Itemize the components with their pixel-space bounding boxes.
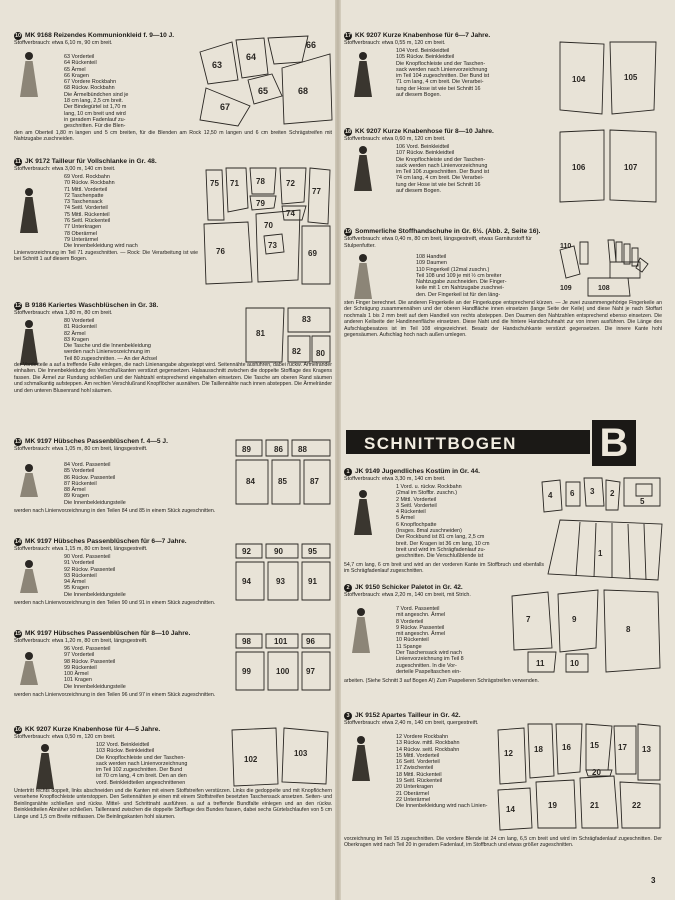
entry-number: 13 bbox=[14, 439, 22, 445]
entry-14 bbox=[14, 538, 334, 620]
parts-list: 63 Vorderteil 64 Rückenteil 65 Ärmel 66 Kragen 67 Vordere Rockbahn 68 Rückw. Rockbahn Die Ärmelbündchen sind je 18 cm lang, 2,5 cm breit. Der Bindegürtel ist 1,70 m lang, 10 cm breit und wird in geradem Fadenlauf zu- geschnitten. Für die Blen- bbox=[64, 54, 129, 130]
pattern-layout-3 bbox=[494, 720, 664, 832]
parts-list: 102 Vord. Beinkleidteil 103 Rückw. Beinkleidteil Die Knopflochleiste und der Taschen- sack werden nach Linienvorzeichnung im Teil 102 zugeschnitten. Der Bund ist 70 cm lang, 4 cm breit. Den an den vord. Beinkleidteilen angeschnittenen bbox=[96, 742, 188, 786]
parts-list: 106 Vord. Beinkleidteil 107 Rückw. Beinkleidteil Die Knopflochleiste und der Taschen- sack werden nach Linienvorzeichnung im Teil 106 zugeschnitten. Der Bund ist 74 cm lang, 4 cm breit. Die Verarbei- tung der Hose ist wie bei Schnitt 16 auf diesem Bogen. bbox=[396, 144, 490, 195]
entry-heading: MK 9168 Reizendes Kommunionkleid f. 9—10 J. bbox=[25, 32, 175, 39]
piece-label: 87 bbox=[310, 477, 319, 486]
model-figure bbox=[16, 188, 42, 236]
piece-label: 81 bbox=[256, 329, 265, 338]
piece-label: 71 bbox=[230, 179, 239, 188]
parts-list: 104 Vord. Beinkleidteil 105 Rückw. Beinkleidteil Die Knopflochleiste und der Taschen- sack werden nach Linienvorzeichnung im Teil 104 zugeschnitten. Der Bund ist 71 cm lang, 4 cm breit. Die Verarbei- tung der Hose ist wie bei Schnitt 16 auf diesem Bogen. bbox=[396, 48, 490, 99]
fabric-consumption: Stoffverbrauch: etwa 3,30 m, 140 cm breit. bbox=[344, 476, 446, 482]
entry-heading: Sommerliche Stoffhandschuhe in Gr. 6½. (Abb. 2, Seite 16). bbox=[355, 228, 541, 235]
piece-label: 14 bbox=[506, 805, 515, 814]
model-figure bbox=[16, 560, 42, 596]
piece-label: 19 bbox=[548, 801, 557, 810]
piece-label: 75 bbox=[210, 179, 219, 188]
piece-label: 5 bbox=[640, 497, 645, 506]
piece-label: 21 bbox=[590, 801, 599, 810]
entry-12 bbox=[14, 302, 334, 432]
piece-label: 6 bbox=[570, 489, 575, 498]
piece-label: 91 bbox=[308, 577, 317, 586]
piece-label: 89 bbox=[242, 445, 251, 454]
piece-label: 9 bbox=[572, 615, 577, 624]
entry-description: arbeiten. (Siehe Schnitt 3 auf Bogen A!) Zum Paspelieren Schrägstreifen verwenden. bbox=[344, 678, 539, 684]
entry-2 bbox=[344, 584, 664, 684]
entry-heading: B 9186 Kariertes Waschblüschen in Gr. 38. bbox=[25, 302, 159, 309]
piece-label: 22 bbox=[632, 801, 641, 810]
model-figure bbox=[350, 52, 376, 100]
piece-label: 78 bbox=[256, 177, 265, 186]
entry-number: 15 bbox=[14, 631, 22, 637]
entry-15 bbox=[14, 630, 334, 716]
piece-label: 90 bbox=[274, 547, 283, 556]
entry-19 bbox=[344, 228, 664, 418]
model-figure bbox=[16, 320, 42, 368]
parts-list: 84 Vord. Passenteil 85 Vorderteil 86 Rückw. Passenteil 87 Rückenteil 88 Ärmel 89 Kragen Die Innenbekleidungsteile bbox=[64, 462, 126, 506]
fabric-consumption: Stoffverbrauch: etwa 1,15 m, 80 cm breit, längsgestreift. bbox=[14, 546, 148, 552]
piece-label: 107 bbox=[624, 163, 638, 172]
entry-heading: MK 9197 Hübsches Passenblüschen für 8—10 Jahre. bbox=[25, 630, 191, 637]
piece-label: 109 bbox=[560, 285, 572, 292]
entry-number: 2 bbox=[344, 584, 352, 592]
piece-label: 86 bbox=[274, 445, 283, 454]
piece-label: 3 bbox=[590, 487, 595, 496]
piece-label: 93 bbox=[276, 577, 285, 586]
entry-heading: KK 9207 Kurze Knabenhose für 4—5 Jahre. bbox=[25, 726, 161, 733]
entry-17 bbox=[344, 32, 664, 122]
entry-heading: MK 9197 Hübsches Passenblüschen f. 4—5 J. bbox=[25, 438, 168, 445]
entry-3 bbox=[344, 712, 664, 868]
entry-description: Linienvorzeichnung im Teil 71 zugeschnitten. — Rock: Die Verarbeitung ist wie bei Schnitt 1 auf diesem Bogen. bbox=[14, 250, 198, 263]
fabric-consumption: Stoffverbrauch: etwa 3,00 m, 140 cm breit. bbox=[14, 166, 116, 172]
entry-description: 54,7 cm lang, 6 cm breit und wird an der vorderen Kante im Stoffbruch und ebenfalls im Schrägfadenlauf zugeschnitten. bbox=[344, 562, 544, 575]
banner-sheet-letter: B bbox=[592, 420, 636, 466]
model-figure bbox=[16, 652, 42, 688]
entry-heading: KK 9207 Kurze Knabenhose für 8—10 Jahre. bbox=[355, 128, 494, 135]
entry-number: 19 bbox=[344, 229, 352, 235]
model-figure bbox=[348, 736, 374, 784]
piece-label: 4 bbox=[548, 491, 553, 500]
piece-label: 70 bbox=[264, 221, 273, 230]
entry-13 bbox=[14, 438, 334, 520]
piece-label: 104 bbox=[572, 75, 586, 84]
pattern-layout-10 bbox=[198, 34, 334, 128]
entry-18 bbox=[344, 128, 664, 208]
entry-number: 1 bbox=[344, 468, 352, 476]
piece-label: 18 bbox=[534, 745, 543, 754]
piece-label: 68 bbox=[298, 86, 309, 96]
pattern-layout-2 bbox=[508, 588, 664, 676]
parts-list: 7 Vord. Passenteil mit angeschn. Ärmel 8 Vorderteil 9 Rückw. Passenteil mit angeschn. Ärmel 10 Rückenteil 11 Spange Der Taschensack wird nach Linienvorzeichnung im Teil 8 zugeschnitten. In die Vor- derteile Paspeltaschen ein- bbox=[396, 606, 464, 675]
entry-description: sten Finger berechnet. Die anderen Fingerkeile an der Fingerkuppe entsprechend kürzen. — Je zwei zusammengehörige Fingerkeile an der Schrägung zusammennähen und der oberen Handfläche innen einsetzen (lange Seite der Keile) und diese Naht je nach Stoffart nochmals 1 bis 2 mm breit auf dem Handteil von rechts absteppen. Den Daumen den Nahtzahlen entsprechend ebenso einsetzen. Die anderen Keilseite der Handinnenfläche einsetzen. Diese Naht und die hintere Handschuhnaht zur von innen ausführen. Die Länge des Aufschlagbesatzes ist im Teil 108 eingezeichnet. Besatz der Handschuhkante verstürzt gegensetzen. Die innere Kante hohl gegensäumen. Aufschlag hoch nach außen umlegen. bbox=[344, 300, 662, 339]
piece-label: 101 bbox=[274, 637, 288, 646]
entry-description: der Vorderteile a auf a treffende Falte einlegen, die nach Linienangabe abgesteppt wird. Seitennähte ausführen, dabei rückw. Ärmelränder einhalten. Die Innenbekleidung des Verschlußkanten verstürzt gegensetzen. Halsausschnitt zwischen die doppelte Stofflage des Kragens fassen. Die Ärmel zur Rundung schließen und der Nahtzahl entsprechend eingehalten einsetzen. Die Tasche am oberen Rand säumen und schmalkantig aufsteppen. Am rechten Verschlußrand Knopflöcher ausnähen. Die Taillennähte nach innen absteppen. Die Ärmelränder und den unteren Blusenrand hohl säumen. bbox=[14, 362, 332, 394]
entry-heading: JK 9152 Apartes Tailleur in Gr. 42. bbox=[355, 712, 461, 719]
piece-label: 69 bbox=[308, 249, 317, 258]
model-figure bbox=[350, 490, 376, 538]
fabric-consumption: Stoffverbrauch: etwa 6,10 m, 90 cm breit. bbox=[14, 40, 113, 46]
entry-description: werden nach Linienvorzeichnung in den Teilen 90 und 91 in einem Stück zugeschnitten. bbox=[14, 600, 216, 606]
piece-label: 82 bbox=[292, 347, 301, 356]
piece-label: 106 bbox=[572, 163, 586, 172]
model-figure bbox=[32, 744, 58, 792]
entry-number: 14 bbox=[14, 539, 22, 545]
piece-label: 2 bbox=[610, 489, 615, 498]
piece-label: 16 bbox=[562, 743, 571, 752]
fabric-consumption: Stoffverbrauch: etwa 0,50 m, 120 cm breit. bbox=[14, 734, 116, 740]
entry-number: 18 bbox=[344, 129, 352, 135]
entry-10 bbox=[14, 32, 334, 144]
fabric-consumption: Stoffverbrauch: etwa 0,55 m, 120 cm breit. bbox=[344, 40, 446, 46]
fabric-consumption: Stoffverbrauch: etwa 1,80 m, 80 cm breit. bbox=[14, 310, 113, 316]
fabric-consumption: Stoffverbrauch: etwa 0,40 m, 80 cm breit, längsgestreift, etwas Garniturstoff für Stulpenfutter. bbox=[344, 236, 532, 249]
piece-label: 95 bbox=[308, 547, 317, 556]
piece-label: 65 bbox=[258, 86, 269, 96]
entry-number: 12 bbox=[14, 303, 22, 309]
banner-title: SCHNITTBOGEN bbox=[364, 434, 517, 453]
pattern-layout-13 bbox=[234, 438, 332, 506]
piece-label: 77 bbox=[312, 187, 321, 196]
schnittbogen-banner bbox=[346, 421, 672, 465]
entry-heading: JK 9150 Schicker Paletot in Gr. 42. bbox=[355, 584, 463, 591]
entry-heading: JK 9172 Tailleur für Vollschlanke in Gr. 48. bbox=[25, 158, 157, 165]
piece-label: 67 bbox=[220, 102, 231, 112]
piece-label: 88 bbox=[298, 445, 307, 454]
piece-label: 100 bbox=[276, 667, 290, 676]
entry-description: werden nach Linienvorzeichnung in den Teilen 84 und 85 in einem Stück zugeschnitten. bbox=[14, 508, 216, 514]
parts-list: 96 Vord. Passenteil 97 Vorderteil 98 Rückw. Passenteil 99 Rückenteil 100 Ärmel 101 Kragen Die Innenbekleidungsteile bbox=[64, 646, 126, 690]
entry-1 bbox=[344, 468, 664, 580]
fabric-consumption: Stoffverbrauch: etwa 1,20 m, 80 cm breit, längsgestreift. bbox=[14, 638, 148, 644]
piece-label: 7 bbox=[526, 615, 531, 624]
entry-description: werden nach Linienvorzeichnung in den Teilen 96 und 97 in einem Stück zugeschnitten. bbox=[14, 692, 216, 698]
parts-list: 80 Vorderteil 81 Rückenteil 82 Ärmel 83 Kragen Die Tasche und die Innenbekleidung werden nach Linienvorzeichnung im Teil 80 zugeschnitten. — An der Achsel bbox=[64, 318, 158, 362]
piece-label: 97 bbox=[306, 667, 315, 676]
piece-label: 74 bbox=[286, 209, 295, 218]
piece-label: 105 bbox=[624, 73, 638, 82]
piece-label: 110 bbox=[560, 243, 572, 250]
entry-number: 3 bbox=[344, 712, 352, 720]
piece-label: 72 bbox=[286, 179, 295, 188]
pattern-layout-19 bbox=[558, 238, 662, 298]
piece-label: 84 bbox=[246, 477, 255, 486]
piece-label: 108 bbox=[598, 285, 610, 292]
piece-label: 99 bbox=[242, 667, 251, 676]
entry-description: den am Oberteil 1,80 m langen und 5 cm breiten, für die Blenden am Rock 12,50 m langen und 6 cm breiten Schrägstreifen mit Nahtzugabe zuschneiden. bbox=[14, 130, 332, 143]
page-number: 3 bbox=[651, 876, 656, 885]
pattern-layout-11 bbox=[202, 164, 332, 288]
piece-label: 63 bbox=[212, 60, 223, 70]
entry-11 bbox=[14, 158, 334, 288]
model-figure bbox=[348, 608, 374, 656]
parts-list: 1 Vord. u. rückw. Rockbahn (2mal im Stoffbr. zuschn.) 2 Mittl. Vorderteil 3 Seitl. Vorderteil 4 Rückenteil 5 Ärmel 6 Knopflochpatte (Insges. 8mal zuschneiden) Der Rockbund ist 81 cm lang, 2,5 cm breit. Der Kragen ist 36 cm lang, 10 cm breit und wird im Schrägfadenlauf zu- geschnitten. Die Verschlußblende ist bbox=[396, 484, 490, 560]
entry-number: 11 bbox=[15, 159, 21, 165]
piece-label: 80 bbox=[316, 349, 325, 358]
piece-label: 76 bbox=[216, 247, 225, 256]
entry-heading: KK 9207 Kurze Knabenhose für 6—7 Jahre. bbox=[355, 32, 491, 39]
parts-list: 108 Handteil 109 Daumen 110 Fingerkeil (12mal zuschn.) Teil 108 und 109 je mit ½ cm breiter Nahtzugabe zuschneiden. Die Finger- keile mit 1 cm Nahtzugabe zuschnei- den. Der Fingerkeil ist für den läng- bbox=[416, 254, 507, 298]
piece-label: 96 bbox=[306, 637, 315, 646]
entry-description: Untertritt rechts doppelt, links abschneiden und die Kanten mit einem Stoffstreifen verstürzen. Links die gedoppelte und mit Knopflöchern versehene Knopflochleiste unterstoppen. Den Seitennähten je einen mit einem Stoffstreifen besetzten Taschensack ansetzen. Seiten- und Beinlingsnähte schließen und rückw. Mittel- und Schrittnaht ausführen. a auf a treffende Bundfalte einlegen und an den rückw. Beinkleidteilen Abnäher schließen. Taillenrand zwischen die doppelte Stofflage des Bundes fassen, dabei sechs Gürtelschlaufen von 5 cm Länge und 1,5 cm Breite mitfassen. Die Beinlingskanten hohl säumen. bbox=[14, 788, 332, 820]
piece-label: 15 bbox=[590, 741, 599, 750]
entry-number: 10 bbox=[14, 33, 22, 39]
pattern-layout-16 bbox=[228, 726, 332, 788]
pattern-layout-12 bbox=[244, 306, 332, 364]
entry-title bbox=[344, 712, 664, 720]
piece-label: 103 bbox=[294, 749, 308, 758]
piece-label: 98 bbox=[242, 637, 251, 646]
entry-heading: JK 9149 Jugendliches Kostüm in Gr. 44. bbox=[355, 468, 480, 475]
entry-title bbox=[344, 228, 664, 236]
fabric-consumption: Stoffverbrauch: etwa 2,40 m, 140 cm breit, quergestreift. bbox=[344, 720, 479, 726]
model-figure bbox=[16, 52, 42, 100]
pattern-layout-18 bbox=[556, 128, 660, 204]
piece-label: 73 bbox=[268, 241, 277, 250]
piece-label: 17 bbox=[618, 743, 627, 752]
entry-heading: MK 9197 Hübsches Passenblüschen für 6—7 Jahre. bbox=[25, 538, 187, 545]
pattern-layout-17 bbox=[556, 40, 660, 116]
piece-label: 79 bbox=[256, 199, 265, 208]
piece-label: 20 bbox=[592, 768, 601, 777]
model-figure bbox=[16, 464, 42, 500]
piece-label: 85 bbox=[278, 477, 287, 486]
pattern-layout-14 bbox=[234, 542, 332, 602]
piece-label: 102 bbox=[244, 755, 258, 764]
parts-list: 12 Vordere Rockbahn 13 Rückw. mittl. Rockbahn 14 Rückw. seitl. Rockbahn 15 Mittl. Vorderteil 16 Seitl. Vorderteil 17 Zwischenteil 18 Mittl. Rückenteil 19 Seitl. Rückenteil 20 Unterkragen 21 Oberärmel 22 Unterärmel Die Innenbekleidung wird nach Linien- bbox=[396, 734, 488, 810]
piece-label: 64 bbox=[246, 52, 257, 62]
entry-number: 16 bbox=[14, 727, 22, 733]
fabric-consumption: Stoffverbrauch: etwa 2,20 m, 140 cm breit, mit Strich. bbox=[344, 592, 471, 598]
page-gutter bbox=[335, 0, 341, 900]
model-figure bbox=[350, 146, 376, 194]
piece-label: 92 bbox=[242, 547, 251, 556]
piece-label: 12 bbox=[504, 749, 513, 758]
fabric-consumption: Stoffverbrauch: etwa 1,05 m, 80 cm breit, längsgestreift. bbox=[14, 446, 148, 452]
piece-label: 83 bbox=[302, 315, 311, 324]
entry-16 bbox=[14, 726, 334, 866]
piece-label: 10 bbox=[570, 659, 579, 668]
entry-title bbox=[344, 32, 664, 40]
piece-label: 8 bbox=[626, 625, 631, 634]
entry-description: vorzeichnung im Teil 15 zugeschnitten. Die vordere Blende ist 24 cm lang, 6,5 cm breit und wird im Schrägfadenlauf zugeschnitten. Der Oberkragen wird nach Teil 20 in geradem Fadenlauf, im Stoffbruch und etwas größer zugeschnitten. bbox=[344, 836, 662, 849]
pattern-layout-15 bbox=[234, 632, 332, 692]
piece-label: 66 bbox=[306, 40, 317, 50]
model-figure bbox=[350, 254, 376, 302]
pattern-layout-1 bbox=[540, 476, 664, 582]
parts-list: 90 Vord. Passenteil 91 Vorderteil 92 Rückw. Passenteil 93 Rückenteil 94 Ärmel 95 Kragen Die Innenbekleidungsteile bbox=[64, 554, 126, 598]
entry-number: 17 bbox=[344, 33, 352, 39]
fabric-consumption: Stoffverbrauch: etwa 0,60 m, 120 cm breit. bbox=[344, 136, 446, 142]
piece-label: 1 bbox=[598, 549, 603, 558]
piece-label: 13 bbox=[642, 745, 651, 754]
piece-label: 11 bbox=[536, 659, 545, 668]
entry-title bbox=[344, 468, 664, 476]
parts-list: 69 Vord. Rockbahn 70 Rückw. Rockbahn 71 Mittl. Vorderteil 72 Taschenpatte 73 Taschensack 74 Seitl. Vorderteil 75 Mittl. Rückenteil 76 Seitl. Rückenteil 77 Unterkragen 78 Oberärmel 79 Unterärmel Die Innenbekleidung wird nach bbox=[64, 174, 138, 250]
piece-label: 94 bbox=[242, 577, 251, 586]
